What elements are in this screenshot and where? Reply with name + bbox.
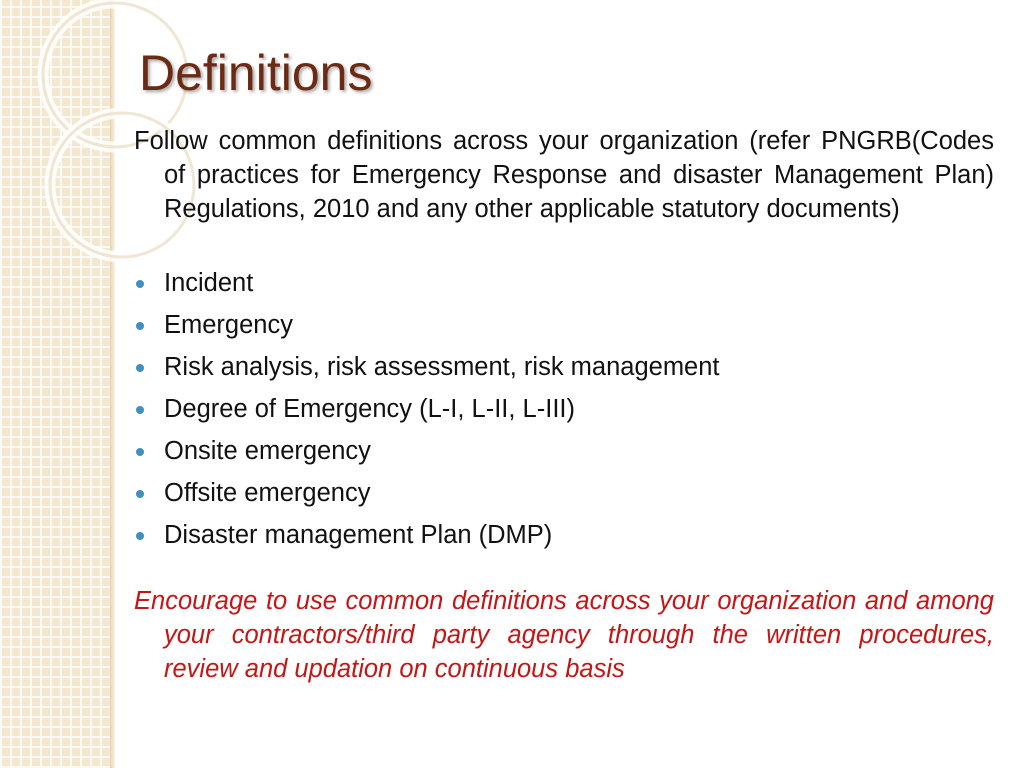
bullet-dot-icon [136, 406, 144, 414]
list-item-incident [134, 266, 964, 308]
bullet-dot-icon [136, 448, 144, 456]
bullet-dot-icon [136, 322, 144, 330]
list-item-emergency [134, 308, 964, 350]
list-item-onsite [134, 434, 964, 476]
closing-paragraph: Encourage to use common definitions across your organization and among your contractors/third party agency through the written procedures, review and updation on continuous basis [134, 587, 994, 683]
bullet-dot-icon [136, 280, 144, 288]
list-item-risk [134, 350, 964, 392]
bullet-dot-icon [136, 532, 144, 540]
list-item-label: Degree of Emergency (L-I, L-II, L-III) [164, 395, 575, 423]
list-item-dmp [134, 518, 964, 560]
list-item-label: Risk analysis, risk assessment, risk management [164, 353, 720, 381]
list-item-label: Disaster management Plan (DMP) [164, 521, 553, 549]
definitions-list [134, 266, 964, 560]
intro-paragraph: Follow common definitions across your organization (refer PNGRB(Codes of practices for Emergency Response and disaster Management Plan) Regulations, 2010 and any other applicable statutory documents) [134, 127, 994, 223]
bullet-dot-icon [136, 490, 144, 498]
list-item-label: Incident [164, 269, 254, 297]
list-item-label: Offsite emergency [164, 479, 371, 507]
list-item-degree [134, 392, 964, 434]
bullet-dot-icon [136, 364, 144, 372]
list-item-label: Onsite emergency [164, 437, 371, 465]
slide-title: Definitions [139, 45, 373, 101]
list-item-label: Emergency [164, 311, 293, 339]
list-item-offsite [134, 476, 964, 518]
